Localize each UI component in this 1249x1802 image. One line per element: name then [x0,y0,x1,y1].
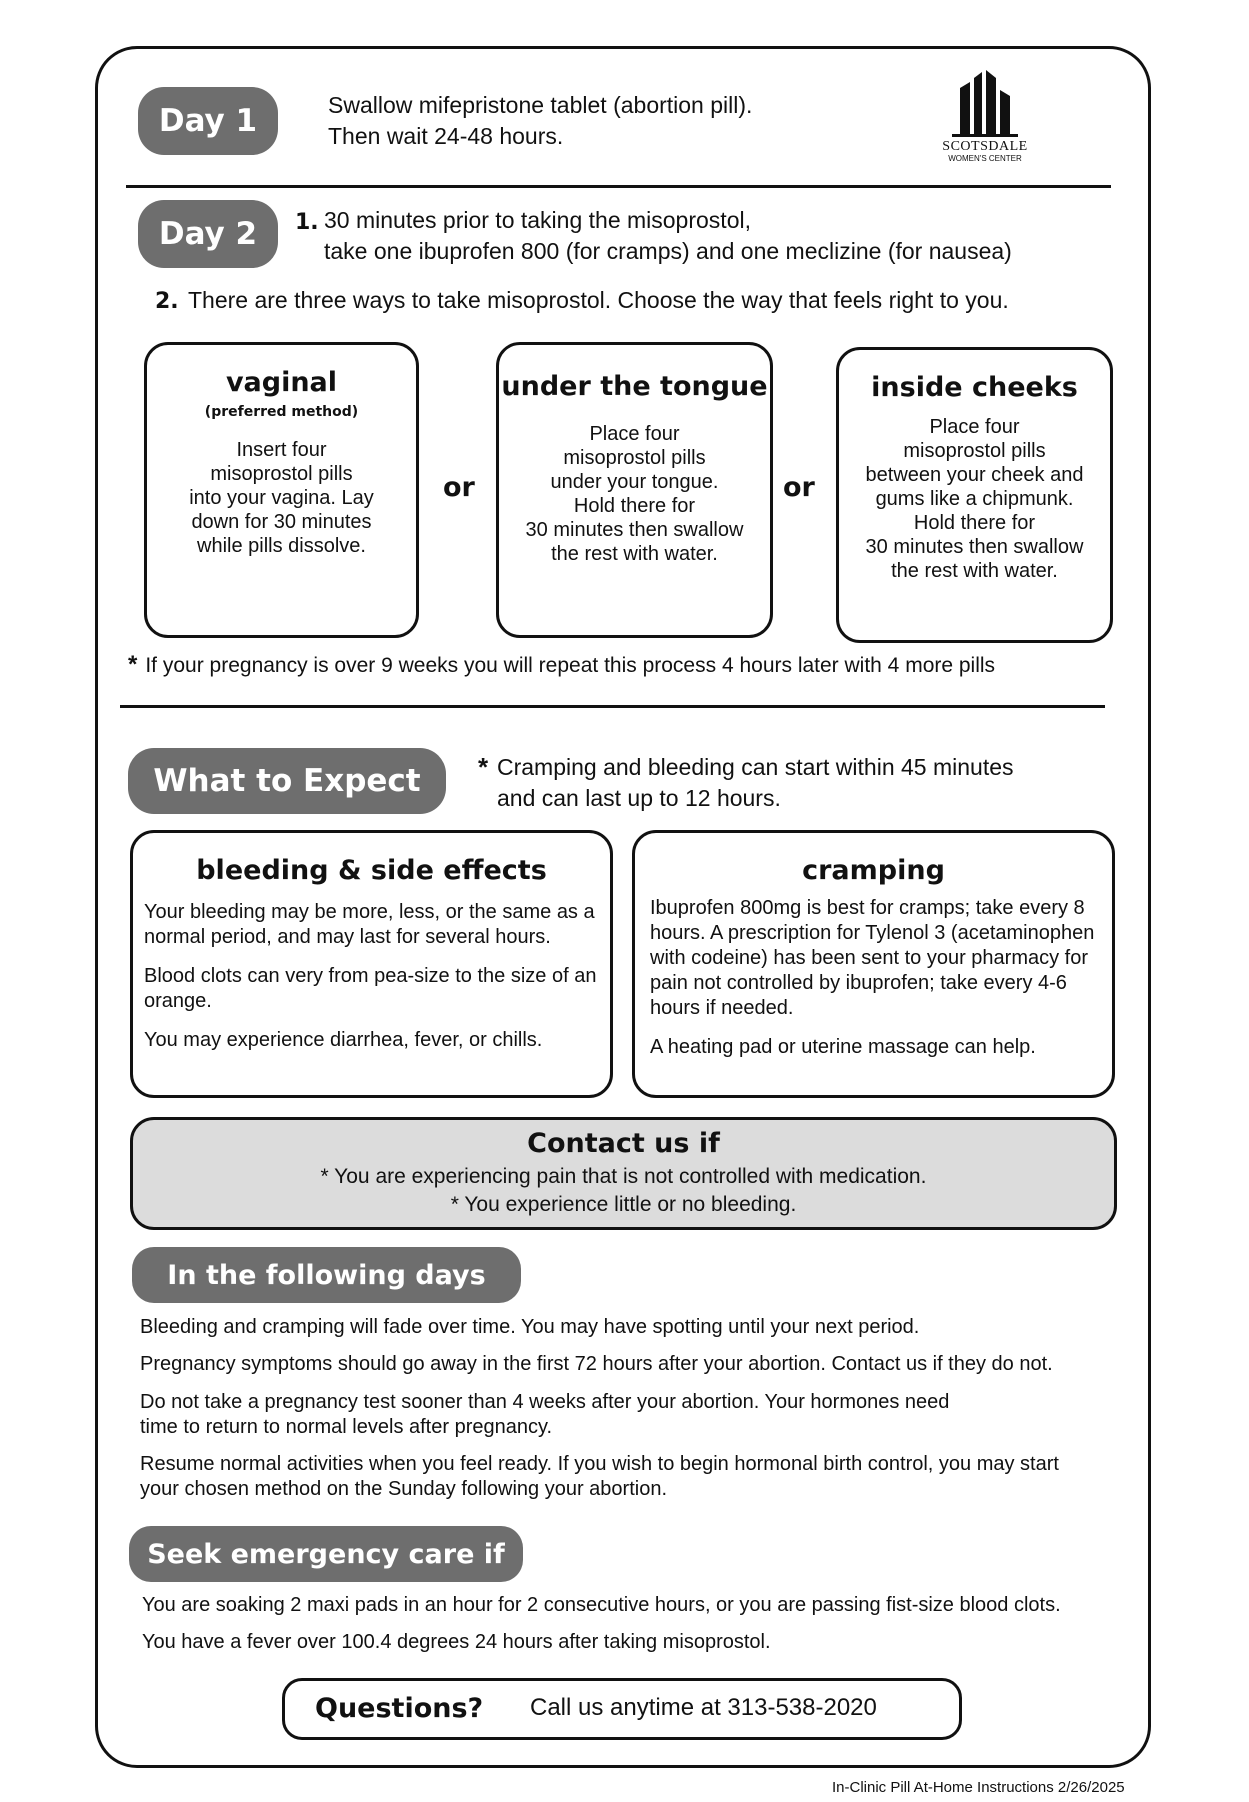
day1-badge [138,87,278,155]
bleeding-box [130,830,613,1098]
contact-line1: * You are experiencing pain that is not controlled with medication. [320,1165,927,1188]
method-box-vaginal [144,342,419,638]
what-to-expect-label: What to Expect [153,763,421,799]
method-subtitle: (preferred method) [204,404,359,420]
day1-line2: Then wait 24-48 hours. [328,123,564,149]
method-line: Hold there for [913,512,1036,534]
following-p3 [140,1390,949,1440]
logo-subtitle: WOMEN'S CENTER [948,154,1022,163]
method-line: 30 minutes then swallow [865,536,1084,558]
method-description [839,415,1110,583]
method-title: under the tongue [501,371,768,402]
method-description [147,438,416,558]
following-p2: Pregnancy symptoms should go away in the first 72 hours after your abortion. Contact us if they do not. [140,1353,1053,1375]
bleeding-p1: Your bleeding may be more, less, or the same as a normal period, and may last for several hours. [144,901,595,948]
following-p4-line2: your chosen method on the Sunday following your abortion. [140,1478,668,1500]
method-line: misoprostol pills [903,440,1046,462]
expect-text [497,752,1014,814]
footer-note: In-Clinic Pill At-Home Instructions 2/26/2025 [832,1779,1125,1796]
bleeding-p2: Blood clots can very from pea-size to the size of an orange. [144,965,597,1012]
logo-name: SCOTSDALE [942,139,1028,154]
method-line: between your cheek and [865,464,1084,486]
or-separator-2: or [783,472,815,503]
method-line: Hold there for [573,495,696,517]
method-line: the rest with water. [891,560,1058,582]
questions-box [282,1678,962,1740]
what-to-expect-badge [128,748,446,814]
contact-box [130,1117,1117,1230]
emergency-badge [129,1526,523,1582]
day2-step2-number: 2. [155,289,179,314]
expect-line1: Cramping and bleeding can start within 45 minutes [497,754,1014,780]
emergency-p2: You have a fever over 100.4 degrees 24 hours after taking misoprostol. [142,1631,771,1653]
method-line: Insert four [236,439,327,461]
method-line: misoprostol pills [563,447,706,469]
following-p3-line1: Do not take a pregnancy test sooner than 4 weeks after your abortion. Your hormones need [140,1391,950,1413]
bleeding-title: bleeding & side effects [196,855,547,886]
divider-1 [126,185,1111,188]
divider-2 [120,705,1105,708]
following-p4-line1: Resume normal activities when you feel ready. If you wish to begin hormonal birth control, you may start [140,1453,1059,1475]
method-line: gums like a chipmunk. [875,488,1074,510]
emergency-label: Seek emergency care if [147,1538,505,1570]
questions-label: Questions? [315,1693,484,1724]
cramping-box [632,830,1115,1098]
method-box-inside-cheeks [836,347,1113,643]
method-description [499,422,770,566]
cramping-p2: A heating pad or uterine massage can help. [650,1036,1036,1058]
day2-step1-line2: take one ibuprofen 800 (for cramps) and one meclizine (for nausea) [324,238,1012,264]
expect-star: * [478,752,489,782]
day2-label: Day 2 [158,216,258,252]
day2-step1-text [324,205,1012,267]
cramping-p1: Ibuprofen 800mg is best for cramps; take every 8 hours. A prescription for Tylenol 3 (acetaminophen with codeine) has been sent to your pharmacy for pain not controlled by ibuprofen; take every 4-6 hours if needed. [650,897,1095,1019]
method-title: inside cheeks [871,372,1078,403]
following-p1: Bleeding and cramping will fade over time. You may have spotting until your next period. [140,1316,920,1338]
day2-step1-number: 1. [295,210,319,235]
day1-line1: Swallow mifepristone tablet (abortion pill). [328,92,753,118]
method-line: 30 minutes then swallow [525,519,744,541]
day2-step1-line1: 30 minutes prior to taking the misoprostol, [324,207,751,233]
logo [930,68,1040,170]
contact-title: Contact us if [527,1128,720,1159]
repeat-note-star: * [128,651,138,678]
building-skyline-icon [930,68,1040,138]
method-line: down for 30 minutes [191,511,372,533]
cramping-title: cramping [802,855,945,886]
following-p4 [140,1452,1059,1502]
following-days-label: In the following days [167,1259,486,1291]
day2-badge [138,200,278,268]
day1-text [328,90,752,152]
method-line: Place four [929,416,1020,438]
method-line: misoprostol pills [210,463,353,485]
method-box-under-tongue [496,342,773,638]
following-days-badge [132,1247,521,1303]
following-p3-line2: time to return to normal levels after pregnancy. [140,1416,553,1438]
emergency-p1: You are soaking 2 maxi pads in an hour for 2 consecutive hours, or you are passing fist-size blood clots. [142,1594,1061,1616]
questions-phone-text: Call us anytime at 313-538-2020 [530,1694,877,1721]
expect-line2: and can last up to 12 hours. [497,785,781,811]
contact-line2: * You experience little or no bleeding. [450,1193,797,1216]
day1-label: Day 1 [158,103,258,139]
method-title: vaginal [225,367,338,398]
repeat-note-text: If your pregnancy is over 9 weeks you will repeat this process 4 hours later with 4 more pills [145,654,996,677]
repeat-note [128,652,995,679]
method-line: Place four [589,423,680,445]
or-separator-1: or [443,472,475,503]
method-line: the rest with water. [551,543,718,565]
method-line: while pills dissolve. [197,535,366,557]
method-line: under your tongue. [550,471,719,493]
method-line: into your vagina. Lay [189,487,374,509]
bleeding-p3: You may experience diarrhea, fever, or chills. [144,1029,543,1051]
day2-step2-text: There are three ways to take misoprostol. Choose the way that feels right to you. [188,287,1009,313]
